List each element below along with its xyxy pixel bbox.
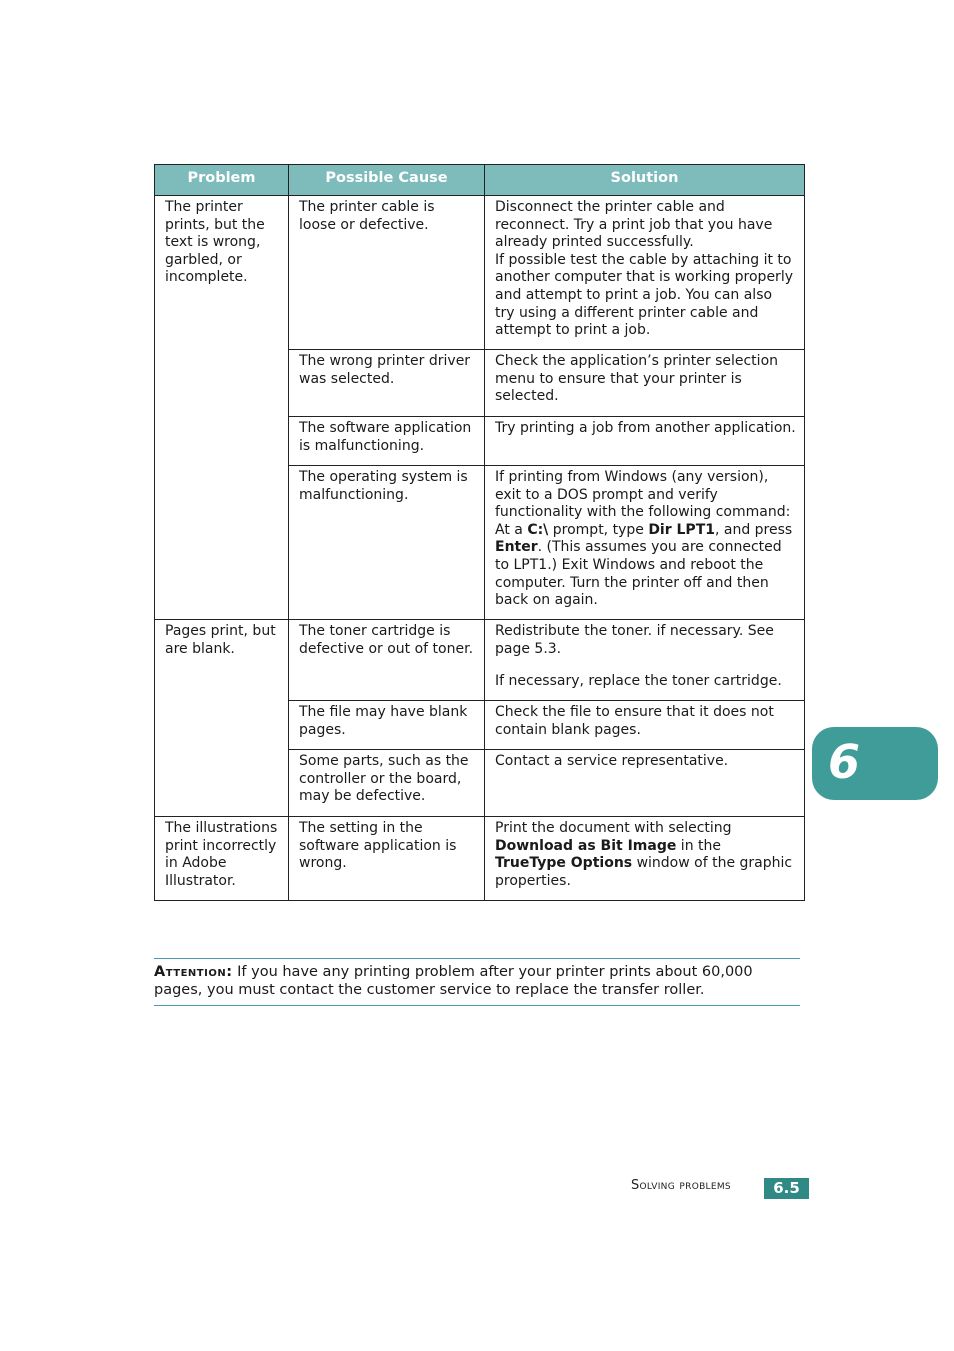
attention-label: Attention: — [154, 964, 233, 980]
cause-cell: Some parts, such as the controller or the board, may be defective. — [289, 750, 485, 817]
page-number-badge: 6.5 — [764, 1178, 809, 1199]
header-solution: Solution — [485, 165, 805, 196]
solution-text: in the — [676, 837, 721, 854]
solution-text: . (This assumes you are connected to LPT1.) Exit Windows and reboot the computer. Turn the printer off and then back on again. — [495, 539, 782, 609]
attention-note — [154, 958, 800, 1006]
cause-cell: The setting in the software application is wrong. — [289, 817, 485, 901]
cause-cell: The wrong printer driver was selected. — [289, 350, 485, 417]
table-header-row — [155, 165, 805, 196]
troubleshooting-table — [154, 164, 805, 901]
solution-text: If necessary, replace the toner cartridge. — [495, 672, 782, 689]
option-text: TrueType Options — [495, 855, 633, 872]
solution-cell — [485, 620, 805, 701]
solution-text: Redistribute the toner. if necessary. See page 5.3. — [495, 623, 774, 657]
problem-cell: The illustrations print incorrectly in Adobe Illustrator. — [155, 817, 289, 901]
cause-cell: The printer cable is loose or defective. — [289, 196, 485, 350]
solution-cell — [485, 817, 805, 901]
cause-cell: The software application is malfunctioning. — [289, 417, 485, 466]
key-text: Enter — [495, 539, 538, 556]
command-prompt-text: C:\ — [527, 521, 549, 538]
solution-text: If printing from Windows (any version), exit to a DOS prompt and verify functionality with the following command: At a — [495, 469, 791, 538]
solution-cell: Check the file to ensure that it does not contain blank pages. — [485, 701, 805, 750]
solution-text: Print the document with selecting — [495, 820, 732, 836]
cause-cell: The file may have blank pages. — [289, 701, 485, 750]
cause-cell: The toner cartridge is defective or out of toner. — [289, 620, 485, 701]
solution-text: window of the graphic properties. — [495, 855, 793, 889]
chapter-tab — [812, 727, 938, 800]
solution-text: Disconnect the printer cable and reconnect. Try a print job that you have already printed successfully. — [495, 199, 773, 251]
problem-cell: The printer prints, but the text is wrong, garbled, or incomplete. — [155, 196, 289, 620]
solution-cell: Check the application’s printer selection menu to ensure that your printer is selected. — [485, 350, 805, 417]
solution-cell — [485, 466, 805, 620]
cause-cell: The operating system is malfunctioning. — [289, 466, 485, 620]
problem-cell: Pages print, but are blank. — [155, 620, 289, 817]
solution-cell — [485, 196, 805, 350]
table-row — [155, 817, 805, 901]
solution-text: , and press — [714, 521, 793, 538]
solution-cell: Contact a service representative. — [485, 750, 805, 817]
chapter-number: 6 — [828, 735, 861, 789]
command-text: Dir LPT1 — [648, 521, 715, 538]
attention-text: If you have any printing problem after your printer prints about 60,000 pages, you must contact the customer service to replace the transfer roller. — [154, 964, 753, 998]
solution-text: prompt, type — [548, 521, 649, 538]
solution-text: If possible test the cable by attaching it to another computer that is working properly and attempt to print a job. You can also try using a different printer cable and attempt to print a job. — [495, 251, 793, 339]
table-row — [155, 620, 805, 701]
footer-section-title: Solving problems — [631, 1178, 731, 1193]
table-row — [155, 196, 805, 350]
header-problem: Problem — [155, 165, 289, 196]
option-text: Download as Bit Image — [495, 837, 677, 854]
solution-cell: Try printing a job from another application. — [485, 417, 805, 466]
header-possible-cause: Possible Cause — [289, 165, 485, 196]
